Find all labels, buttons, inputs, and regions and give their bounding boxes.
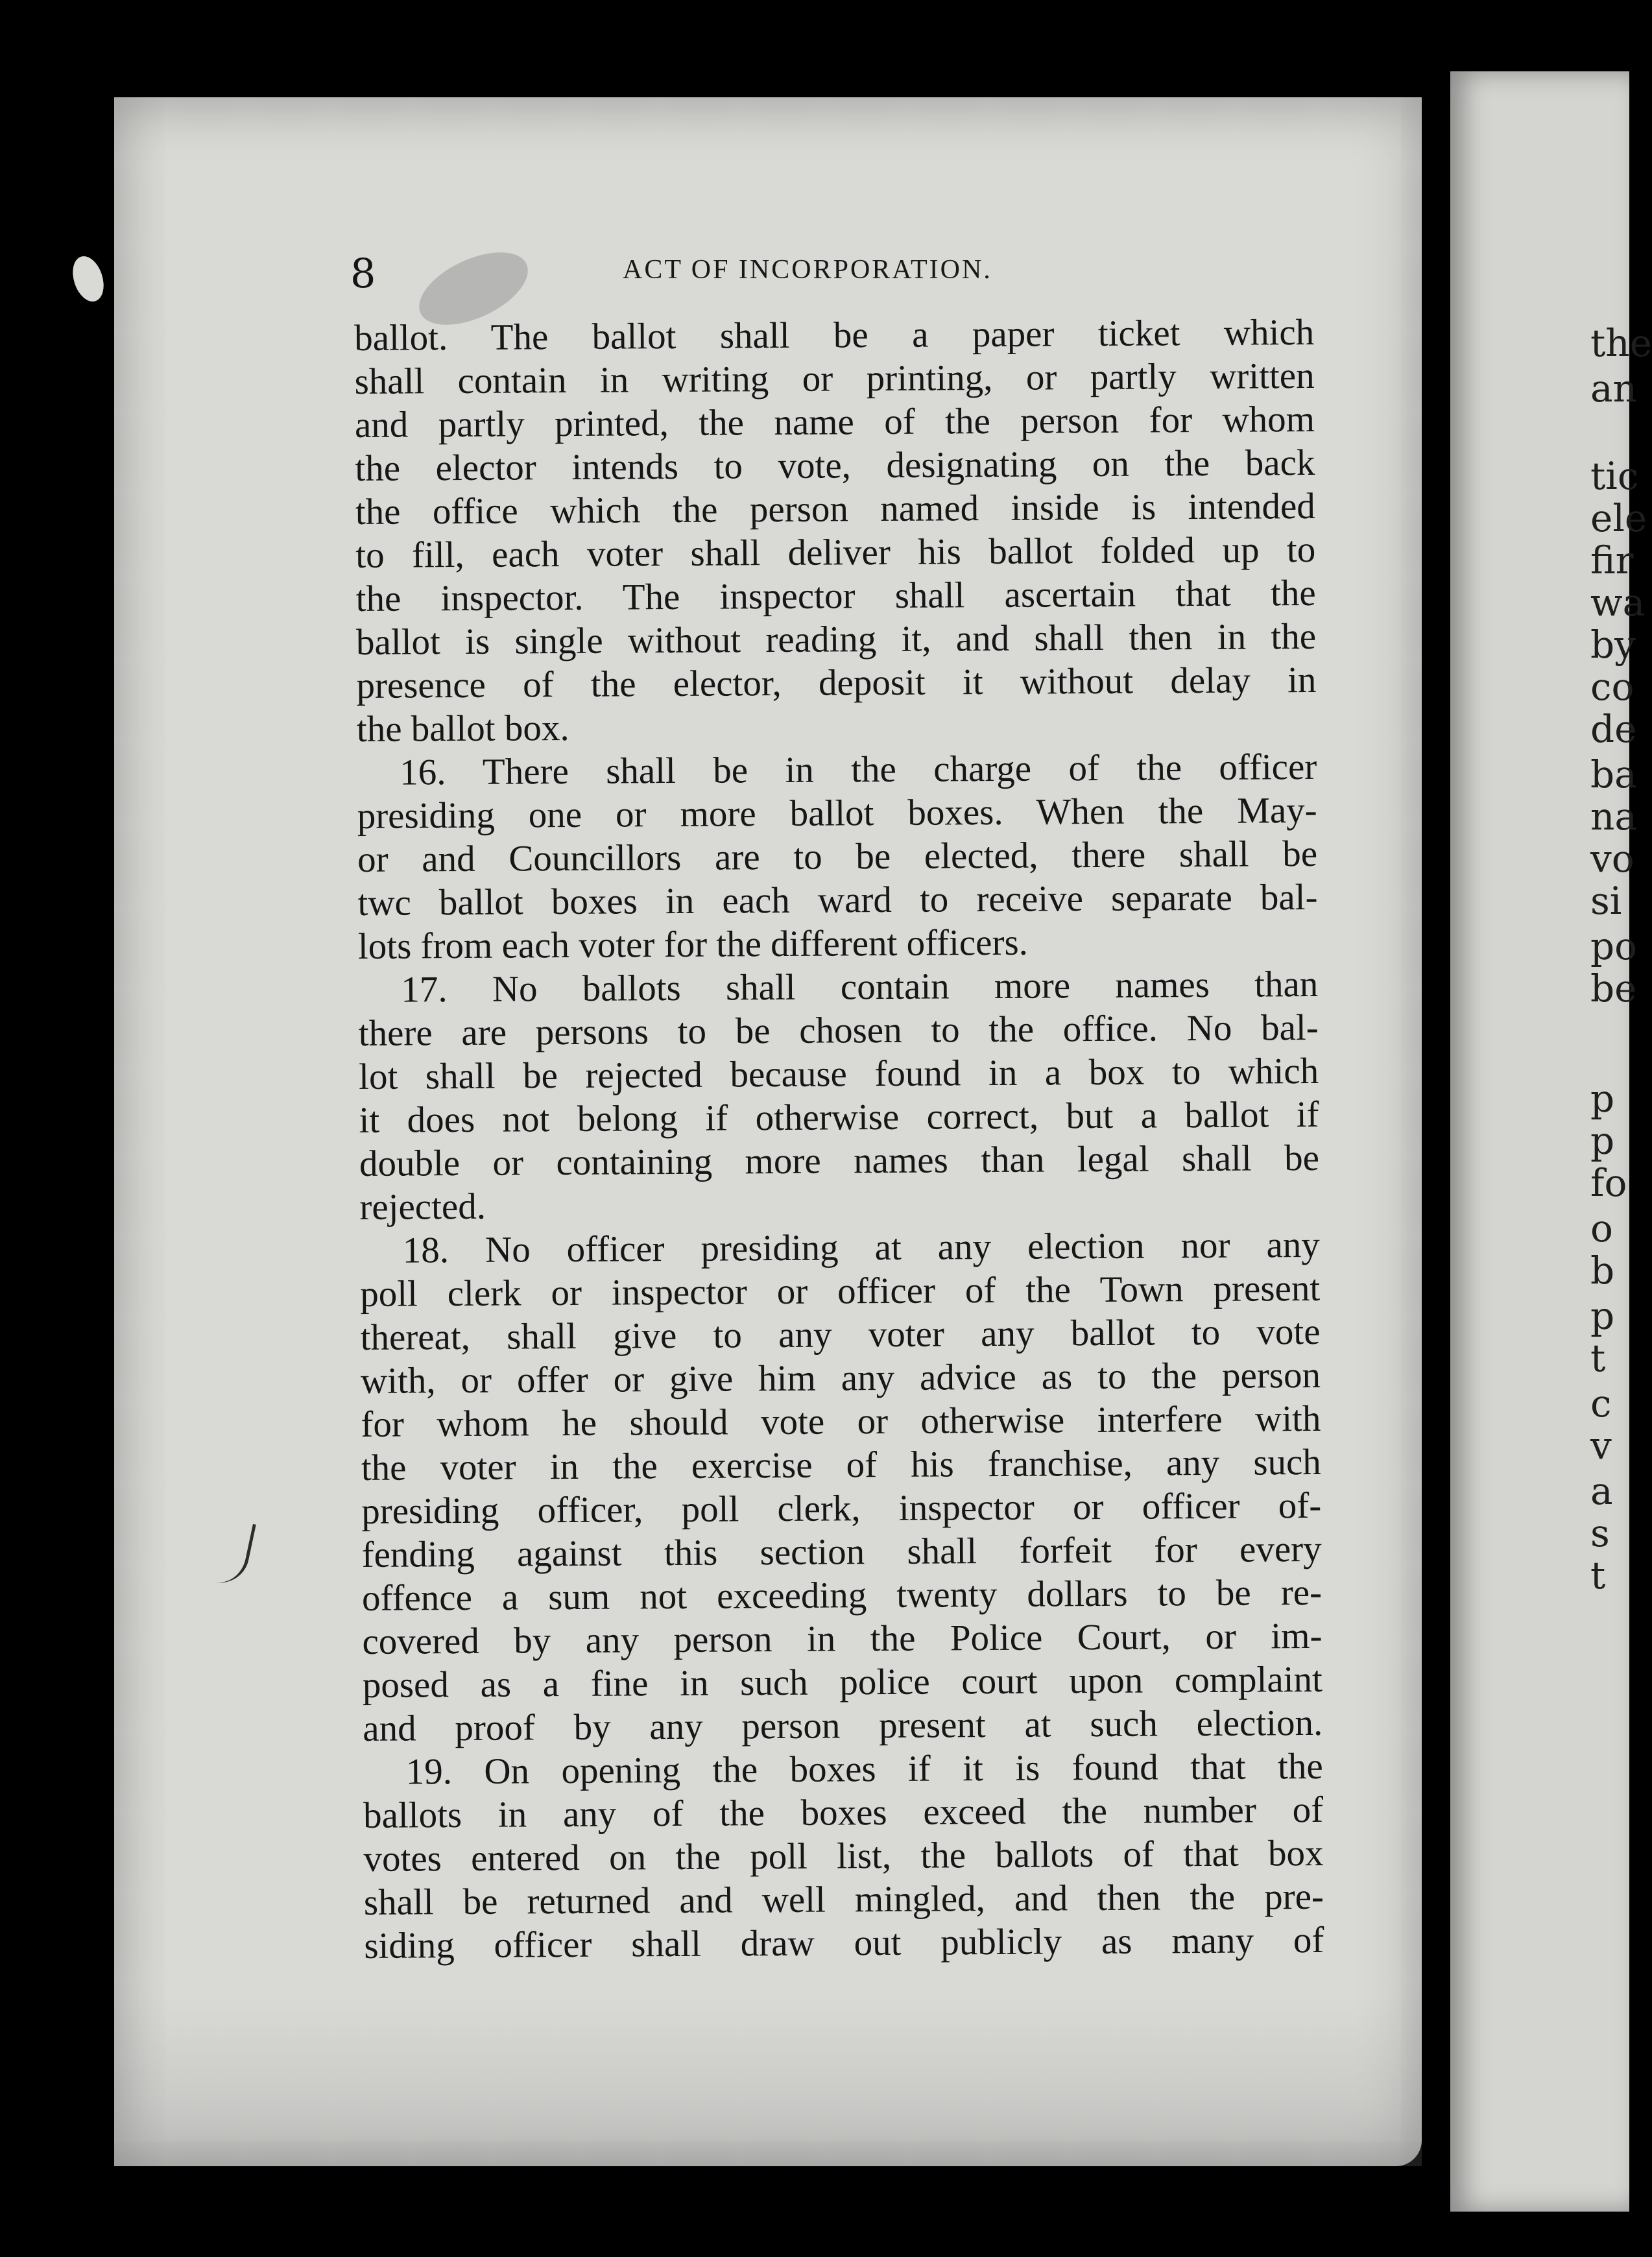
facing-page-fragment: t: [1590, 1336, 1606, 1380]
facing-page-fragment: an: [1590, 366, 1637, 411]
facing-page-fragment: na: [1590, 794, 1637, 839]
facing-page-fragment: s: [1590, 1511, 1610, 1555]
text-line: to fill, each voter shall deliver his ballot folded up to: [355, 529, 1316, 576]
text-line: offence a sum not exceeding twenty dollars to be re-: [361, 1571, 1323, 1619]
facing-page-fragment: the: [1590, 321, 1652, 365]
text-line: shall contain in writing or printing, or partly written: [354, 355, 1315, 402]
text-line: ballots in any of the boxes exceed the number of: [363, 1789, 1324, 1836]
facing-page-fragment: po: [1590, 924, 1638, 968]
facing-page-fragment: ba: [1590, 752, 1637, 796]
page-edge-mark: [67, 252, 109, 305]
text-line: presiding officer, poll clerk, inspector or officer of-: [361, 1485, 1322, 1532]
text-line: the voter in the exercise of his franchise, any such: [361, 1441, 1322, 1488]
text-line: ballot. The ballot shall be a paper ticket which: [354, 311, 1315, 359]
page-number: 8: [350, 250, 376, 297]
text-line: covered by any person in the Police Court, or im-: [362, 1615, 1323, 1662]
facing-page-fragment: b: [1590, 1248, 1615, 1293]
text-line: the office which the person named inside is intended: [355, 485, 1316, 532]
text-line: and partly printed, the name of the person for whom: [354, 398, 1315, 446]
text-line: for whom he should vote or otherwise interfere with: [361, 1398, 1321, 1445]
body-text: [354, 311, 1324, 1968]
text-line: fending against this section shall forfeit for every: [361, 1528, 1322, 1575]
text-line: thereat, shall give to any voter any ballot to vote: [360, 1311, 1321, 1358]
book-gutter: [1422, 45, 1450, 2257]
text-line: twc ballot boxes in each ward to receive separate bal-: [357, 876, 1318, 924]
facing-page-fragment: fo: [1590, 1161, 1627, 1205]
text-line: ballot is single without reading it, and shall then in the: [355, 615, 1317, 663]
text-line: and proof by any person present at such election.: [363, 1702, 1323, 1749]
text-line: votes entered on the poll list, the ballots of that box: [363, 1832, 1324, 1880]
text-line: lots from each voter for the different officers.: [357, 922, 1029, 967]
text-line: with, or offer or give him any advice as to the person: [360, 1354, 1321, 1402]
text-line: the inspector. The inspector shall ascertain that the: [355, 572, 1316, 619]
text-line: siding officer shall draw out publicly as many of: [364, 1919, 1324, 1966]
facing-page-fragment: co: [1590, 665, 1634, 709]
section-17-start: 17. No ballots shall contain more names than: [401, 963, 1319, 1010]
facing-page-fragment: p: [1590, 1294, 1615, 1338]
text-line: there are persons to be chosen to the office. No bal-: [358, 1007, 1319, 1054]
facing-page-fragment: tic: [1590, 454, 1639, 498]
facing-page-fragment: fir: [1590, 538, 1634, 582]
text-line: posed as a fine in such police court upon complaint: [362, 1658, 1323, 1706]
facing-page-fragment: o: [1590, 1206, 1613, 1250]
text-line: presiding one or more ballot boxes. When the May-: [357, 789, 1317, 837]
facing-page-fragment: v: [1590, 1424, 1612, 1468]
section-16-start: 16. There shall be in the charge of the officer: [400, 746, 1317, 793]
facing-page-fragment: be: [1590, 966, 1637, 1010]
running-head: ACT OF INCORPORATION.: [623, 255, 992, 285]
text-line: the ballot box.: [356, 707, 569, 750]
section-19-start: 19. On opening the boxes if it is found that the: [405, 1745, 1323, 1793]
text-line: lot shall be rejected because found in a box to which: [358, 1050, 1319, 1097]
text-line: poll clerk or inspector or officer of the Town present: [360, 1267, 1321, 1315]
facing-page-fragment: vo: [1590, 837, 1634, 881]
text-line: double or containing more names than legal shall be: [359, 1137, 1320, 1184]
facing-page-fragment: a: [1590, 1469, 1613, 1513]
section-18-start: 18. No officer presiding at any election nor any: [402, 1224, 1320, 1271]
facing-page-fragment: by: [1590, 623, 1636, 667]
text-line: rejected.: [359, 1186, 486, 1228]
text-line: the elector intends to vote, designating on the back: [355, 442, 1315, 489]
text-line: presence of the elector, deposit it without delay in: [356, 659, 1317, 706]
facing-page-fragment: wa: [1590, 580, 1646, 625]
text-line: it does not belong if otherwise correct, but a ballot if: [359, 1093, 1319, 1141]
facing-page-fragment: c: [1590, 1381, 1612, 1426]
facing-page-fragment: si: [1590, 879, 1622, 923]
text-line: or and Councillors are to be elected, there shall be: [357, 833, 1318, 880]
text-line: shall be returned and well mingled, and then the pre-: [363, 1876, 1324, 1923]
facing-page-fragment: ele: [1590, 496, 1647, 540]
facing-page-fragment: t: [1590, 1553, 1606, 1597]
facing-page-fragment: p: [1590, 1119, 1615, 1163]
facing-page-fragment: p: [1590, 1077, 1615, 1121]
facing-page-fragment: de: [1590, 707, 1637, 751]
